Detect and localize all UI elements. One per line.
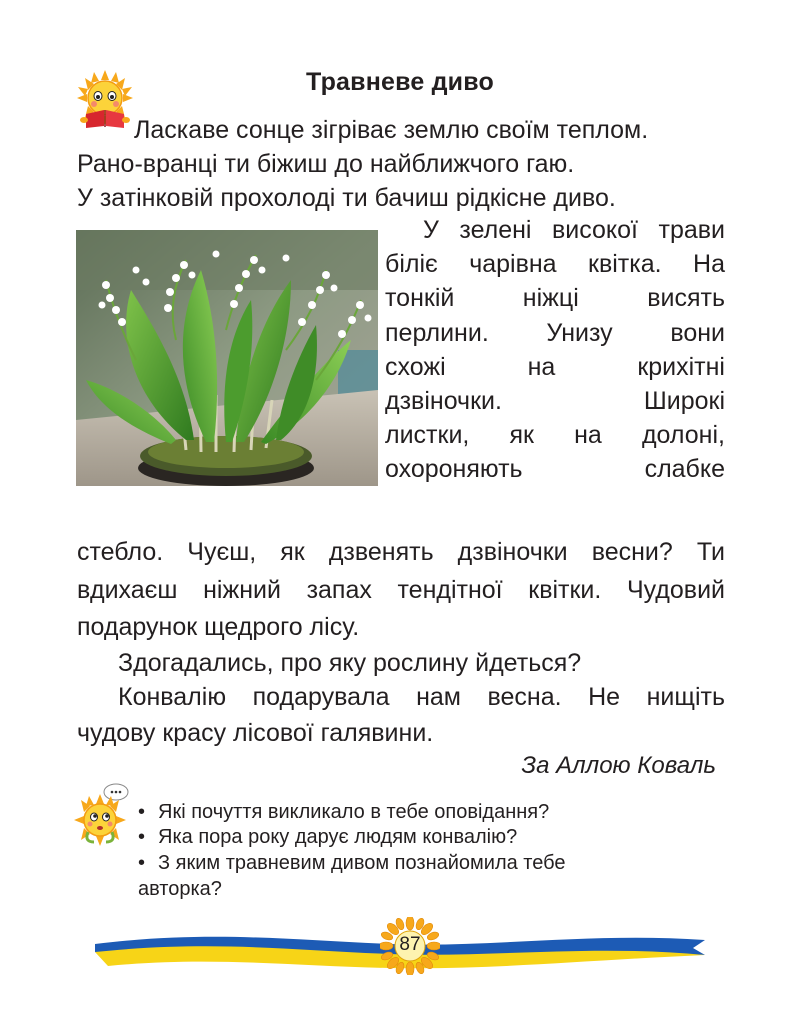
paragraph-block xyxy=(77,533,725,609)
paragraph-line: Конвалію подарувала нам весна. Не нищіть xyxy=(118,683,725,711)
paragraph-line: чудову красу лісової галявини. xyxy=(77,719,434,747)
bullet-icon: • xyxy=(138,826,146,848)
bullet-icon: • xyxy=(138,801,146,823)
paragraph-line: схожі на крихітні xyxy=(385,352,725,381)
paragraph-line: біліє чарівна квітка. На xyxy=(385,250,725,279)
question-item xyxy=(138,851,566,876)
sun-thinking-icon xyxy=(74,782,132,846)
paragraph-line: Ласкаве сонце зігріває землю своїм теплом. xyxy=(134,116,649,144)
lily-of-the-valley-photo xyxy=(76,230,378,486)
paragraph-line: вдихаєш ніжний запах тендітної квітки. Чудовий xyxy=(77,576,725,604)
paragraph-line: У зелені високої трави xyxy=(423,216,725,244)
question-text: авторка? xyxy=(138,878,222,900)
question-text: Яка пора року дарує людям конвалію? xyxy=(158,826,518,848)
question-text: Які почуття викликало в тебе оповідання? xyxy=(158,801,550,823)
paragraph-line: У затінковій прохолоді ти бачиш рідкісне диво. xyxy=(77,184,616,212)
paragraph-line: дзвіночки. Широкі xyxy=(385,387,725,416)
page-number: 87 xyxy=(399,934,421,955)
paragraph-line: тонкій ніжці висять xyxy=(385,284,725,313)
paragraph-line: перлини. Унизу вони xyxy=(385,318,725,347)
author-attribution: За Аллою Коваль xyxy=(521,752,716,779)
wrapped-paragraph xyxy=(385,213,725,487)
paragraph-line: подарунок щедрого лісу. xyxy=(77,613,360,641)
paragraph-line: стебло. Чуєш, як дзвенять дзвіночки весни? Ти xyxy=(77,538,725,566)
question-text: З яким травневим дивом познайомила тебе xyxy=(158,852,566,874)
question-item xyxy=(138,800,549,825)
paragraph-line: охороняють слабке xyxy=(385,455,725,484)
question-item xyxy=(138,825,517,850)
bullet-icon: • xyxy=(138,852,146,874)
story-title: Травневе диво xyxy=(306,68,494,96)
paragraph-line: листки, як на долоні, xyxy=(385,421,725,450)
paragraph-line: Здогадались, про яку рослину йдеться? xyxy=(118,649,582,677)
paragraph-line: Рано-вранці ти біжиш до найближчого гаю. xyxy=(77,150,575,178)
paragraph-block xyxy=(118,680,725,714)
